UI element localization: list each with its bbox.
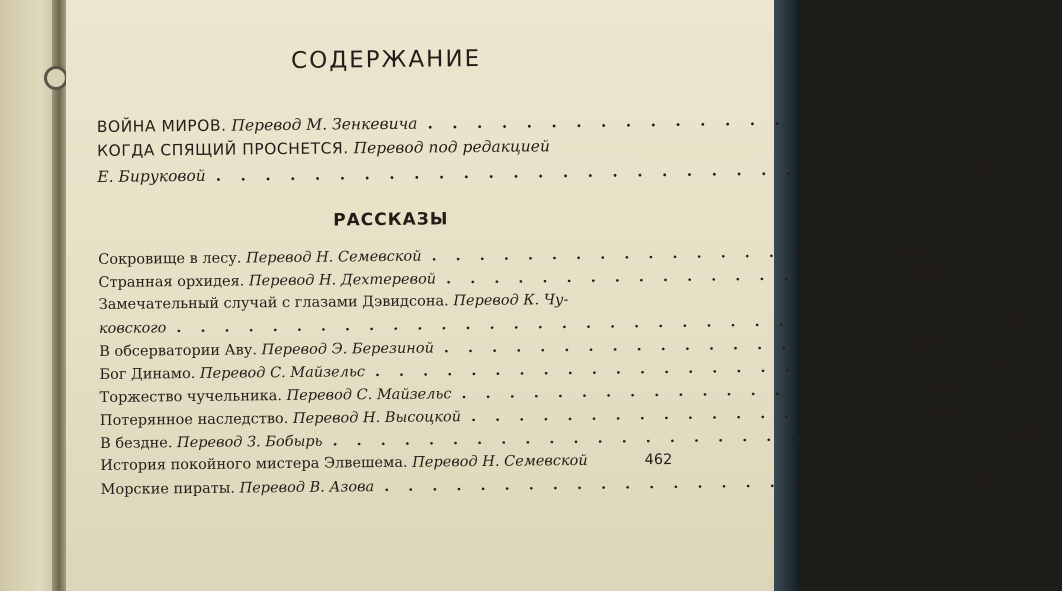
page-title: СОДЕРЖАНИЕ (290, 45, 482, 74)
toc-title: Морские пираты. (100, 480, 236, 498)
toc-translator: Перевод Н. Семевской (245, 248, 422, 267)
dot-leader: . . . . . . . . . . . . . . . . . . . (443, 334, 890, 357)
toc-page-number: 445 (1015, 426, 1044, 443)
toc-translator: Перевод Н. Дехтеревой (248, 271, 437, 290)
toc-translator: Е. Бируковой (97, 166, 206, 186)
toc-page-number: 437 (937, 403, 965, 421)
toc-translator: Перевод под редакцией (353, 137, 550, 158)
toc-page-number: 432 (927, 381, 956, 398)
toc-page-number: 394 (912, 266, 940, 283)
dot-leader: . . . . . . . . . . . . . . . . . . . . . . . . . (374, 356, 966, 381)
dot-leader: . . . . . . . . . . . . . . . . . . . (431, 242, 878, 265)
dot-leader: . . . . . . . . . . . . . . . . . . . . . . . . . . . . (332, 425, 996, 450)
toc-translator: Перевод Э. Березиной (261, 340, 434, 359)
toc-entry-continuation (97, 158, 996, 189)
toc-translator: Перевод Н. Семевской (412, 452, 588, 471)
toc-translator: Перевод М. Зенкевича (231, 114, 418, 135)
toc-title: Странная орхидея. (98, 273, 245, 291)
toc-translator: Перевод К. Чу- (453, 292, 569, 310)
binding-ring-icon (44, 66, 68, 90)
toc-title: Бог Динамо. (99, 365, 196, 383)
dot-leader: . . . . . . . . . . . . . . . . . . . (470, 403, 917, 426)
toc-page-number: 5 (1048, 107, 1059, 127)
toc-translator: Перевод Н. Высоцкой (292, 409, 462, 427)
toc-title: КОГДА СПЯЩИЙ ПРОСНЕТСЯ. (96, 139, 349, 160)
section-heading: РАССКАЗЫ (333, 209, 449, 231)
toc-translator: Перевод З. Бобырь (176, 433, 323, 452)
toc-translator: Перевод В. Азова (239, 479, 375, 497)
toc-title: История покойного мистера Элвешема. (100, 454, 408, 474)
toc-title: В обсерватории Аву. (99, 342, 258, 360)
toc-page-number: 161 (965, 158, 996, 177)
toc-title: В бездне. (100, 435, 173, 452)
book-cover-edge (774, 0, 800, 591)
dot-leader: . . . . . . . . . . . . . . . . . . . . . . . . . . . . . . . . . . (176, 310, 984, 337)
dot-leader: . . . . . . . . . . . . . . . . . . . . . . . . (384, 472, 951, 496)
dot-leader: . . . . . . . . . . . . . . . . . . . (461, 380, 908, 403)
toc-translator: Перевод С. Майзельс (199, 364, 366, 382)
dot-leader: . . . . . . . . . . . . . . . . . . . (446, 265, 892, 288)
table-of-contents (96, 44, 1059, 501)
toc-page-number: 462 (644, 451, 673, 469)
toc-page-number: 385 (897, 243, 926, 260)
toc-title: Сокровище в лесу. (98, 250, 242, 268)
toc-title: Замечательный случай с глазами Дэвидсона. (98, 293, 449, 313)
dot-leader: . . . . . . . . . . . . . . . . . . . . . . . . . . . . . . (215, 158, 948, 185)
toc-translator: Перевод С. Майзельс (286, 386, 452, 405)
toc-title: Торжество чучельника. (99, 388, 283, 406)
toc-title: Потерянное наследство. (99, 411, 289, 429)
toc-title: ВОЙНА МИРОВ. (96, 116, 227, 136)
dot-leader: . . . . . . . . . . . . . . . . . . . . . . . . (427, 107, 1011, 133)
toc-translator: ковского (98, 320, 167, 337)
toc-page-number: 403 (1003, 311, 1032, 328)
toc-page-number: 414 (909, 335, 938, 352)
toc-page-number: 484 (970, 472, 999, 489)
toc-page-number: 422 (985, 357, 1014, 374)
